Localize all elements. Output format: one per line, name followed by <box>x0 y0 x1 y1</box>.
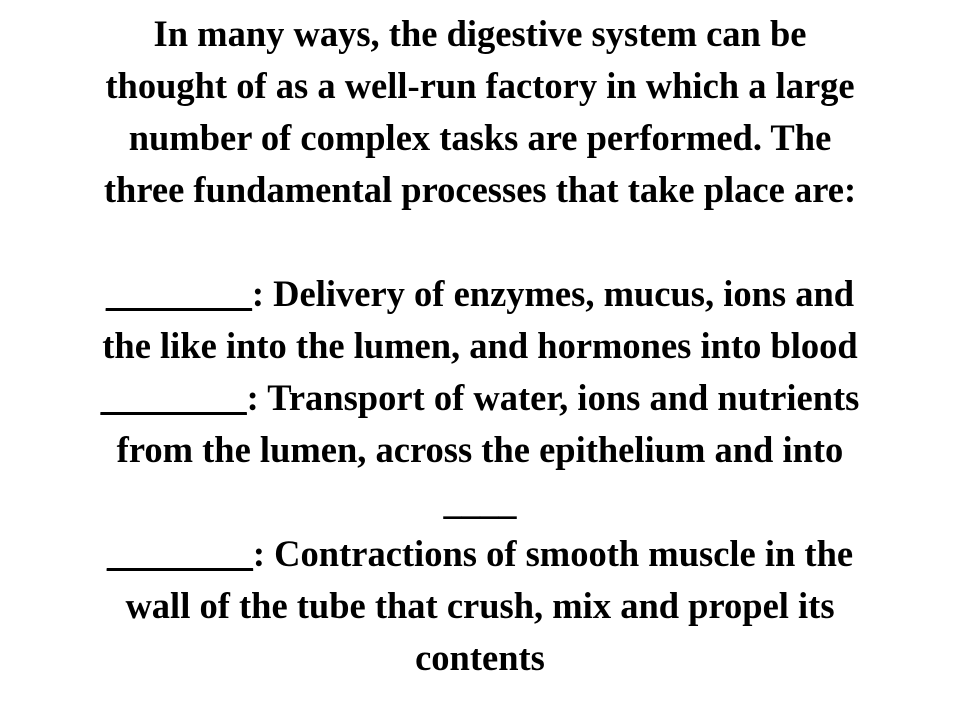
intro-line: thought of as a well-run factory in which a large <box>105 65 855 106</box>
fill-in-blank: ________ <box>105 273 252 314</box>
slide-text <box>20 8 940 684</box>
fill-in-blank: ____ <box>443 481 517 522</box>
definition-continuation: the like into the lumen, and hormones into blood <box>102 325 858 366</box>
definition-absorption <box>20 372 940 528</box>
definition-secretion <box>20 268 940 372</box>
fill-in-blank: ________ <box>100 377 247 418</box>
definition-first-line <box>20 528 940 580</box>
definition-first-line <box>20 268 940 320</box>
paragraph-spacer <box>20 216 940 268</box>
intro-line: In many ways, the digestive system can be <box>153 13 807 54</box>
intro-paragraph <box>20 8 940 216</box>
fill-in-blank: ________ <box>106 533 253 574</box>
intro-line: number of complex tasks are performed. The <box>128 117 832 158</box>
definition-first-line <box>20 372 940 424</box>
definition-text: : Transport of water, ions and nutrients <box>246 377 860 418</box>
definition-continuation: contents <box>415 637 545 678</box>
definition-text: : Delivery of enzymes, mucus, ions and <box>251 273 855 314</box>
definition-continuation: wall of the tube that crush, mix and propel its <box>125 585 835 626</box>
definition-text: : Contractions of smooth muscle in the <box>252 533 854 574</box>
definition-motility <box>20 528 940 684</box>
intro-line: three fundamental processes that take place are: <box>103 169 857 210</box>
definition-continuation: from the lumen, across the epithelium and into <box>116 429 844 470</box>
